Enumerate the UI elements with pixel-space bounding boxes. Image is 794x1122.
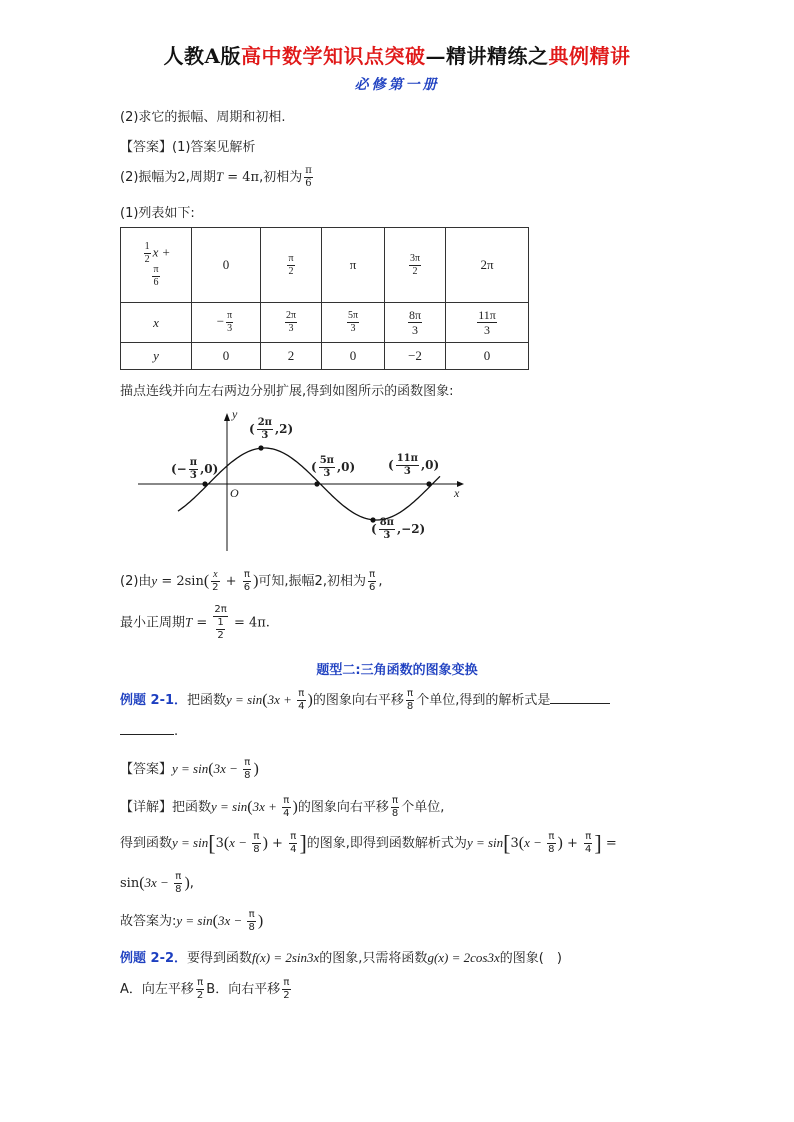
part2-line bbox=[120, 570, 382, 593]
frac-den: 8 bbox=[406, 701, 414, 712]
paren: ( bbox=[208, 760, 214, 778]
fraction bbox=[243, 570, 251, 593]
example-label: 例题 2-1． bbox=[120, 693, 188, 708]
frac-den: 3 bbox=[412, 323, 418, 337]
math: y = sin bbox=[172, 835, 209, 850]
option-b[interactable] bbox=[206, 977, 292, 1001]
table-cell bbox=[446, 303, 529, 343]
text: 最小正周期 bbox=[120, 615, 186, 631]
math: g(x) = 2cos3x bbox=[427, 950, 500, 965]
answer-line: 【答案】(1)答案见解析 bbox=[120, 140, 256, 155]
table-head-cell bbox=[121, 228, 192, 303]
y-axis-arrow bbox=[224, 413, 230, 421]
fraction bbox=[152, 265, 159, 288]
frac-num: π bbox=[253, 831, 260, 842]
frac-num: 8π bbox=[408, 308, 422, 322]
point-label bbox=[311, 456, 355, 479]
table-cell: 0 bbox=[322, 343, 385, 370]
fraction bbox=[319, 456, 335, 479]
frac-den: 2 bbox=[217, 630, 224, 641]
page-header bbox=[0, 40, 794, 69]
math-var: y bbox=[151, 573, 158, 588]
table-cell: 0 bbox=[192, 228, 261, 303]
table-cell bbox=[261, 303, 322, 343]
fraction bbox=[216, 618, 224, 641]
fraction bbox=[297, 689, 305, 712]
fraction bbox=[287, 254, 294, 277]
frac-num: 2π bbox=[257, 417, 272, 428]
frac-num: π bbox=[175, 871, 182, 882]
example-2-1-detail-2: 得到函数y = sin[3(x − $\frac{\pi}{8}$ ) + $\frac{\pi}{4}$ ]的图象,即得到函数解析式为y = sin[3(x − $\frac{\pi}{8}$ ) + $\frac{\pi}{4}$ ] = bbox=[120, 830, 617, 856]
text: ,2) bbox=[274, 422, 294, 436]
math: = 4π. bbox=[229, 615, 270, 631]
text: B．向右平移 bbox=[206, 982, 281, 997]
text: 故答案为: bbox=[120, 914, 177, 929]
text: ( bbox=[388, 458, 394, 472]
text: ,0) bbox=[200, 462, 219, 476]
math: = bbox=[192, 615, 212, 631]
text: ,0) bbox=[336, 460, 356, 474]
table-cell bbox=[322, 303, 385, 343]
section-title: 题型二:三角函数的图象变换 bbox=[316, 663, 478, 678]
header-part: 人教A版 bbox=[163, 44, 242, 68]
frac-den: 4 bbox=[290, 844, 297, 855]
fraction bbox=[189, 458, 198, 481]
frac-num: 11π bbox=[396, 453, 418, 464]
frac-num: π bbox=[290, 831, 297, 842]
text: , bbox=[189, 876, 194, 891]
frac-num: 8π bbox=[379, 517, 394, 528]
math: = bbox=[601, 836, 617, 851]
text: ,−2) bbox=[396, 522, 426, 536]
text: 把函数 bbox=[172, 800, 212, 815]
page-subtitle: 必修第一册 bbox=[354, 77, 440, 93]
frac-den: 3 bbox=[189, 470, 197, 481]
example-2-1-answer bbox=[120, 758, 259, 781]
table-row bbox=[121, 303, 529, 343]
point-marker bbox=[258, 445, 263, 450]
answer2-line bbox=[120, 166, 315, 189]
frac-den: 6 bbox=[243, 582, 251, 593]
text: 的图象,只需将函数 bbox=[319, 951, 428, 966]
frac-den: 8 bbox=[391, 808, 399, 819]
answer-blank[interactable] bbox=[550, 703, 610, 704]
text: (− bbox=[171, 462, 187, 476]
paren: ( bbox=[203, 572, 210, 590]
bracket: [ bbox=[208, 830, 216, 856]
text: 2 bbox=[177, 170, 186, 185]
math: = 4π bbox=[223, 170, 260, 185]
fraction bbox=[247, 910, 255, 933]
math-var: T bbox=[185, 614, 193, 630]
option-a[interactable] bbox=[120, 977, 206, 1001]
text: 的图象向右平移 bbox=[312, 693, 404, 708]
text: 个单位, bbox=[401, 800, 445, 815]
frac-den: 3 bbox=[227, 323, 233, 334]
frac-num: x bbox=[213, 569, 218, 580]
frac-den bbox=[213, 617, 227, 641]
fraction bbox=[144, 242, 151, 265]
x-axis-label: x bbox=[454, 486, 460, 500]
frac-num: π bbox=[197, 977, 204, 988]
paren: ) bbox=[292, 798, 298, 816]
math: y = sin bbox=[172, 761, 209, 776]
frac-num: 2π bbox=[285, 310, 297, 321]
fraction bbox=[285, 311, 297, 334]
table-cell bbox=[385, 228, 446, 303]
math: y = sin bbox=[176, 913, 213, 928]
text: 的图象( ) bbox=[499, 951, 562, 966]
paren: ( bbox=[247, 798, 253, 816]
math: 3x − bbox=[217, 913, 246, 928]
frac-den: 3 bbox=[484, 323, 490, 337]
fraction bbox=[289, 832, 297, 855]
frac-den: 4 bbox=[585, 844, 592, 855]
paren: ) bbox=[307, 691, 313, 709]
frac-den: 3 bbox=[350, 323, 356, 334]
frac-num: π bbox=[305, 165, 312, 176]
text: 的图象,即得到函数解析式为 bbox=[306, 836, 467, 851]
frac-num: 11π bbox=[478, 308, 496, 322]
text: ( bbox=[371, 522, 377, 536]
frac-den: 2 bbox=[283, 990, 290, 1001]
frac-num: 1 bbox=[144, 241, 150, 252]
math-var: T bbox=[215, 169, 224, 184]
math: 3x + bbox=[267, 692, 296, 707]
text: ( bbox=[249, 422, 255, 436]
frac-num: 3π bbox=[409, 252, 421, 264]
frac-den: 3 bbox=[288, 323, 294, 334]
math: + bbox=[221, 574, 241, 589]
text: 把函数 bbox=[187, 693, 227, 708]
fraction bbox=[408, 309, 422, 336]
frac-num: π bbox=[153, 264, 159, 275]
frac-den: 6 bbox=[368, 582, 376, 593]
bracket: ] bbox=[299, 830, 307, 856]
frac-den: 3 bbox=[261, 430, 269, 441]
fraction bbox=[406, 689, 414, 712]
table-cell: π bbox=[322, 228, 385, 303]
fraction bbox=[304, 166, 313, 189]
point-marker bbox=[314, 481, 319, 486]
frac-den: 8 bbox=[248, 922, 255, 933]
table-cell bbox=[261, 228, 322, 303]
text: 个单位,得到的解析式是 bbox=[416, 693, 551, 708]
fraction bbox=[347, 311, 359, 334]
header-part: —精讲精练之 bbox=[425, 44, 549, 68]
example-2-2-options bbox=[120, 978, 293, 1001]
value-table bbox=[120, 227, 529, 370]
frac-den: 4 bbox=[283, 808, 290, 819]
example-2-1-detail-1 bbox=[120, 796, 444, 819]
frac-num: π bbox=[407, 688, 414, 699]
frac-num: π bbox=[283, 977, 290, 988]
point-marker bbox=[202, 481, 207, 486]
period-line bbox=[120, 605, 270, 641]
table-head-cell: y bbox=[121, 343, 192, 370]
frac-den: 2 bbox=[144, 254, 150, 265]
frac-num: π bbox=[189, 457, 198, 468]
paren: ) bbox=[253, 760, 259, 778]
text: ,初相为 bbox=[259, 170, 303, 185]
fraction bbox=[396, 454, 419, 477]
frac-num: π bbox=[244, 757, 251, 768]
math: 3x − bbox=[144, 875, 173, 890]
frac-num: π bbox=[548, 831, 555, 842]
point-label bbox=[371, 518, 425, 541]
frac-den: 2 bbox=[196, 990, 204, 1001]
frac-num: π bbox=[369, 569, 376, 580]
text: 【详解】 bbox=[120, 800, 173, 815]
fraction bbox=[282, 978, 290, 1001]
fraction bbox=[196, 978, 204, 1001]
frac-den: 2 bbox=[288, 265, 294, 277]
table-cell: 2π bbox=[446, 228, 529, 303]
paren: ) bbox=[253, 572, 259, 590]
sign: − bbox=[216, 313, 225, 329]
frac-num: π bbox=[227, 310, 233, 321]
table-cell: 0 bbox=[192, 343, 261, 370]
fraction bbox=[409, 254, 421, 277]
text: (2)由 bbox=[120, 574, 152, 589]
point-marker bbox=[426, 481, 431, 486]
table-cell: 0 bbox=[446, 343, 529, 370]
math: x + bbox=[152, 244, 171, 260]
example-2-1-conclusion: 故答案为:y = sin(3x − $\frac{\pi}{8}$ ) bbox=[120, 909, 264, 933]
text: 得到函数 bbox=[120, 836, 173, 851]
fraction bbox=[213, 605, 227, 641]
fraction bbox=[584, 832, 592, 855]
text: 可知,振幅2,初相为 bbox=[258, 574, 366, 589]
fraction bbox=[379, 518, 395, 541]
fraction bbox=[547, 832, 555, 855]
point-label bbox=[388, 454, 439, 477]
header-part: 典例精讲 bbox=[548, 44, 631, 68]
math: y = sin bbox=[226, 692, 263, 707]
math: 3x − bbox=[213, 761, 242, 776]
question-line: (2)求它的振幅、周期和初相. bbox=[120, 110, 286, 125]
math: = 2sin bbox=[157, 574, 204, 589]
fraction bbox=[368, 570, 376, 593]
text: 要得到函数 bbox=[187, 951, 253, 966]
frac-den: 6 bbox=[153, 277, 159, 288]
y-axis-label: y bbox=[232, 407, 238, 421]
point-label bbox=[171, 458, 218, 481]
frac-den: 8 bbox=[244, 770, 251, 781]
example-2-1-detail-3: sin(3x − $\frac{\pi}{8}$ ), bbox=[120, 871, 194, 895]
fraction bbox=[477, 309, 497, 336]
frac-num: π bbox=[243, 569, 250, 580]
frac-num: 5π bbox=[319, 455, 334, 466]
frac-num: π bbox=[298, 688, 305, 699]
text: 【答案】 bbox=[120, 762, 173, 777]
frac-den: 4 bbox=[298, 701, 305, 712]
text: 的图象向右平移 bbox=[297, 800, 389, 815]
frac-num: π bbox=[585, 831, 592, 842]
math: 3x + bbox=[252, 799, 281, 814]
table-cell: 2 bbox=[261, 343, 322, 370]
frac-den: 8 bbox=[253, 844, 260, 855]
frac-num: 2π bbox=[214, 604, 227, 615]
answer-blank[interactable] bbox=[120, 734, 174, 735]
fraction bbox=[243, 758, 251, 781]
example-2-1-question bbox=[120, 689, 610, 712]
fraction bbox=[174, 872, 182, 895]
table-row bbox=[121, 343, 529, 370]
frac-num: 1 bbox=[217, 617, 224, 628]
math: f(x) = 2sin3x bbox=[252, 950, 320, 965]
header-part: 高中数学知识点突破 bbox=[241, 44, 426, 68]
fraction bbox=[226, 311, 233, 334]
frac-num: π bbox=[392, 795, 399, 806]
fraction bbox=[391, 796, 399, 819]
frac-den: 8 bbox=[175, 884, 182, 895]
frac-den: 6 bbox=[305, 178, 312, 189]
list-intro: (1)列表如下: bbox=[120, 206, 195, 221]
math: y = sin bbox=[211, 799, 248, 814]
frac-den: 3 bbox=[383, 530, 391, 541]
origin-label: O bbox=[230, 486, 239, 500]
table-row bbox=[121, 228, 529, 303]
table-cell: −2 bbox=[385, 343, 446, 370]
frac-den: 8 bbox=[548, 844, 555, 855]
fraction bbox=[282, 796, 290, 819]
describe-line: 描点连线并向左右两边分别扩展,得到如图所示的函数图象: bbox=[120, 384, 454, 399]
text: ,0) bbox=[420, 458, 440, 472]
frac-den: 3 bbox=[323, 468, 331, 479]
frac-num: π bbox=[248, 909, 255, 920]
point-label bbox=[249, 418, 293, 441]
paren: ( bbox=[262, 691, 268, 709]
text: ,周期 bbox=[185, 170, 216, 185]
text: A．向左平移 bbox=[120, 982, 194, 997]
table-head-cell: x bbox=[121, 303, 192, 343]
frac-den: 2 bbox=[412, 265, 418, 277]
frac-num: π bbox=[283, 795, 290, 806]
frac-num: 5π bbox=[347, 310, 359, 321]
text: (2)振幅为 bbox=[120, 170, 178, 185]
frac-den: 3 bbox=[403, 466, 411, 477]
frac-num: π bbox=[288, 252, 294, 264]
example-2-2-question bbox=[120, 947, 562, 966]
example-label: 例题 2-2． bbox=[120, 951, 188, 966]
math: y = sin bbox=[466, 835, 504, 850]
fraction bbox=[252, 832, 260, 855]
frac-den: 2 bbox=[212, 582, 219, 593]
table-cell bbox=[192, 303, 261, 343]
fraction bbox=[257, 418, 273, 441]
text: ( bbox=[311, 460, 317, 474]
answer-blank-line: . bbox=[120, 724, 178, 739]
text: , bbox=[378, 574, 383, 589]
fraction bbox=[211, 570, 219, 593]
table-cell bbox=[385, 303, 446, 343]
